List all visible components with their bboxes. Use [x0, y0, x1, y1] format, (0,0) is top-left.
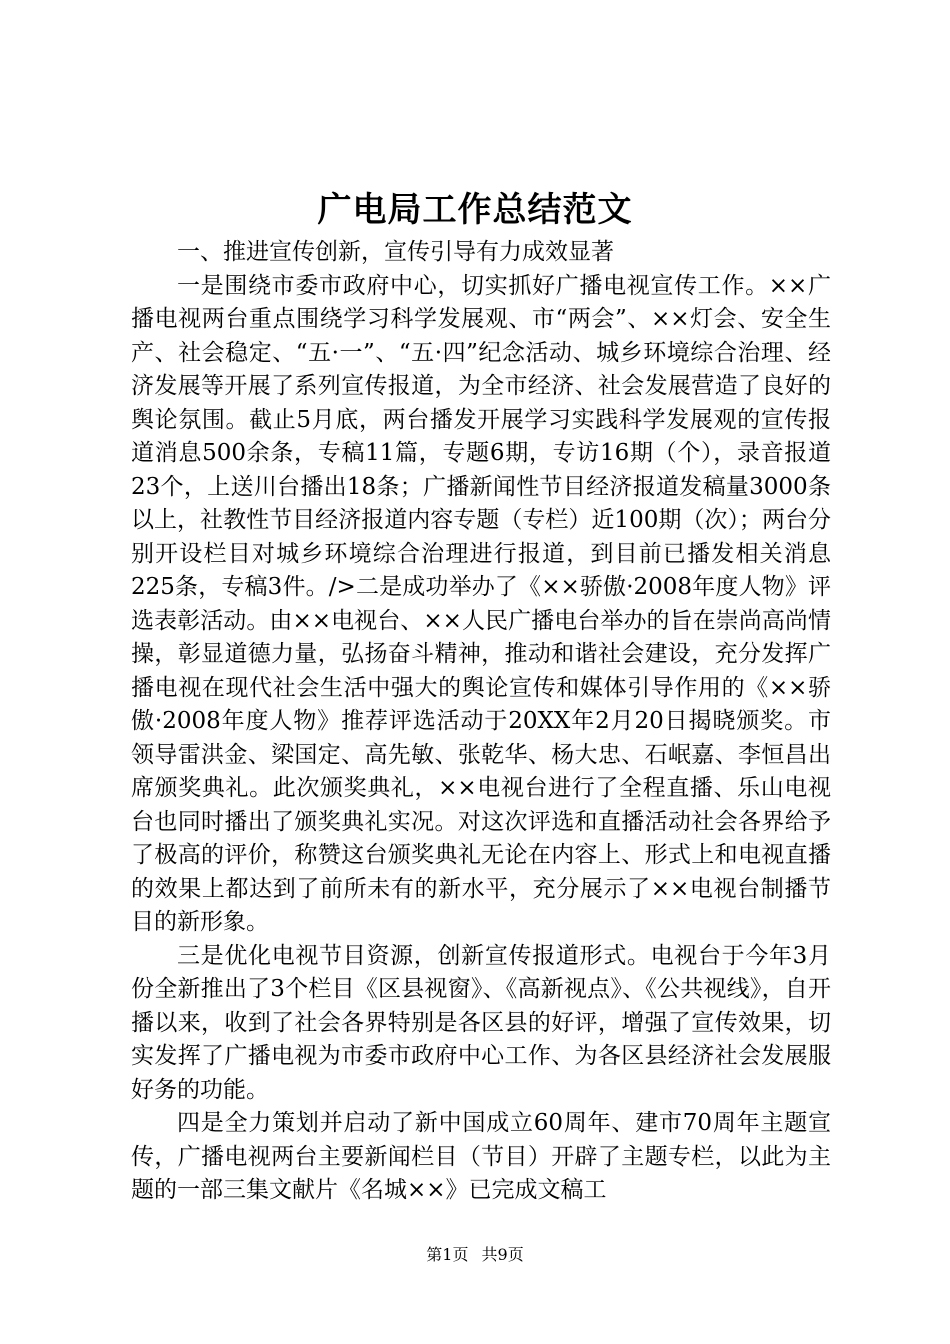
body-paragraph: 四是全力策划并启动了新中国成立60周年、建市70周年主题宣传，广播电视两台主要新闻栏目（节目）开辟了主题专栏，以此为主题的一部三集文献片《名城××》已完成文稿工 [131, 1110, 831, 1203]
body-paragraph: 三是优化电视节目资源，创新宣传报道形式。电视台于今年3月份全新推出了3个栏目《区县视窗》、《高新视点》、《公共视线》，自开播以来，收到了社会各界特别是各区县的好评，增强了宣传效果，切实发挥了广播电视为市委市政府中心工作、为各区县经济社会发展服好务的功能。 [131, 942, 831, 1103]
page-footer [0, 1244, 950, 1266]
body-paragraph: 一是围绕市委市政府中心，切实抓好广播电视宣传工作。××广播电视两台重点围绕学习科学发展观、市“两会”、××灯会、安全生产、社会稳定、“五·一”、“五·四”纪念活动、城乡环境综合治理、经济发展等开展了系列宣传报道，为全市经济、社会发展营造了良好的舆论氛围。截止5月底，两台播发开展学习实践科学发展观的宣传报道消息500余条，专稿11篇，专题6期，专访16期（个），录音报道23个，上送川台播出18条；广播新闻性节目经济报道发稿量3000条以上，社教性节目经济报道内容专题（专栏）近100期（次）；两台分别开设栏目对城乡环境综合治理进行报道，到目前已播发相关消息225条，专稿3件。/>二是成功举办了《××骄傲·2008年度人物》评选表彰活动。由××电视台、××人民广播电台举办的旨在崇尚高尚情操，彰显道德力量，弘扬奋斗精神，推动和谐社会建设，充分发挥广播电视在现代社会生活中强大的舆论宣传和媒体引导作用的《××骄傲·2008年度人物》推荐评选活动于20XX年2月20日揭晓颁奖。市领导雷洪金、梁国定、高先敏、张乾华、杨大忠、石岷嘉、李恒昌出席颁奖典礼。此次颁奖典礼，××电视台进行了全程直播、乐山电视台也同时播出了颁奖典礼实况。对这次评选和直播活动社会各界给予了极高的评价，称赞这台颁奖典礼无论在内容上、形式上和电视直播的效果上都达到了前所未有的新水平，充分展示了××电视台制播节目的新形象。 [131, 272, 831, 935]
document-body [131, 236, 831, 1208]
document-title: 广电局工作总结范文 [317, 190, 633, 230]
page-total: 共9页 [481, 1245, 524, 1264]
section-heading: 一、推进宣传创新，宣传引导有力成效显著 [177, 239, 614, 265]
page-number: 第1页 [426, 1245, 469, 1264]
